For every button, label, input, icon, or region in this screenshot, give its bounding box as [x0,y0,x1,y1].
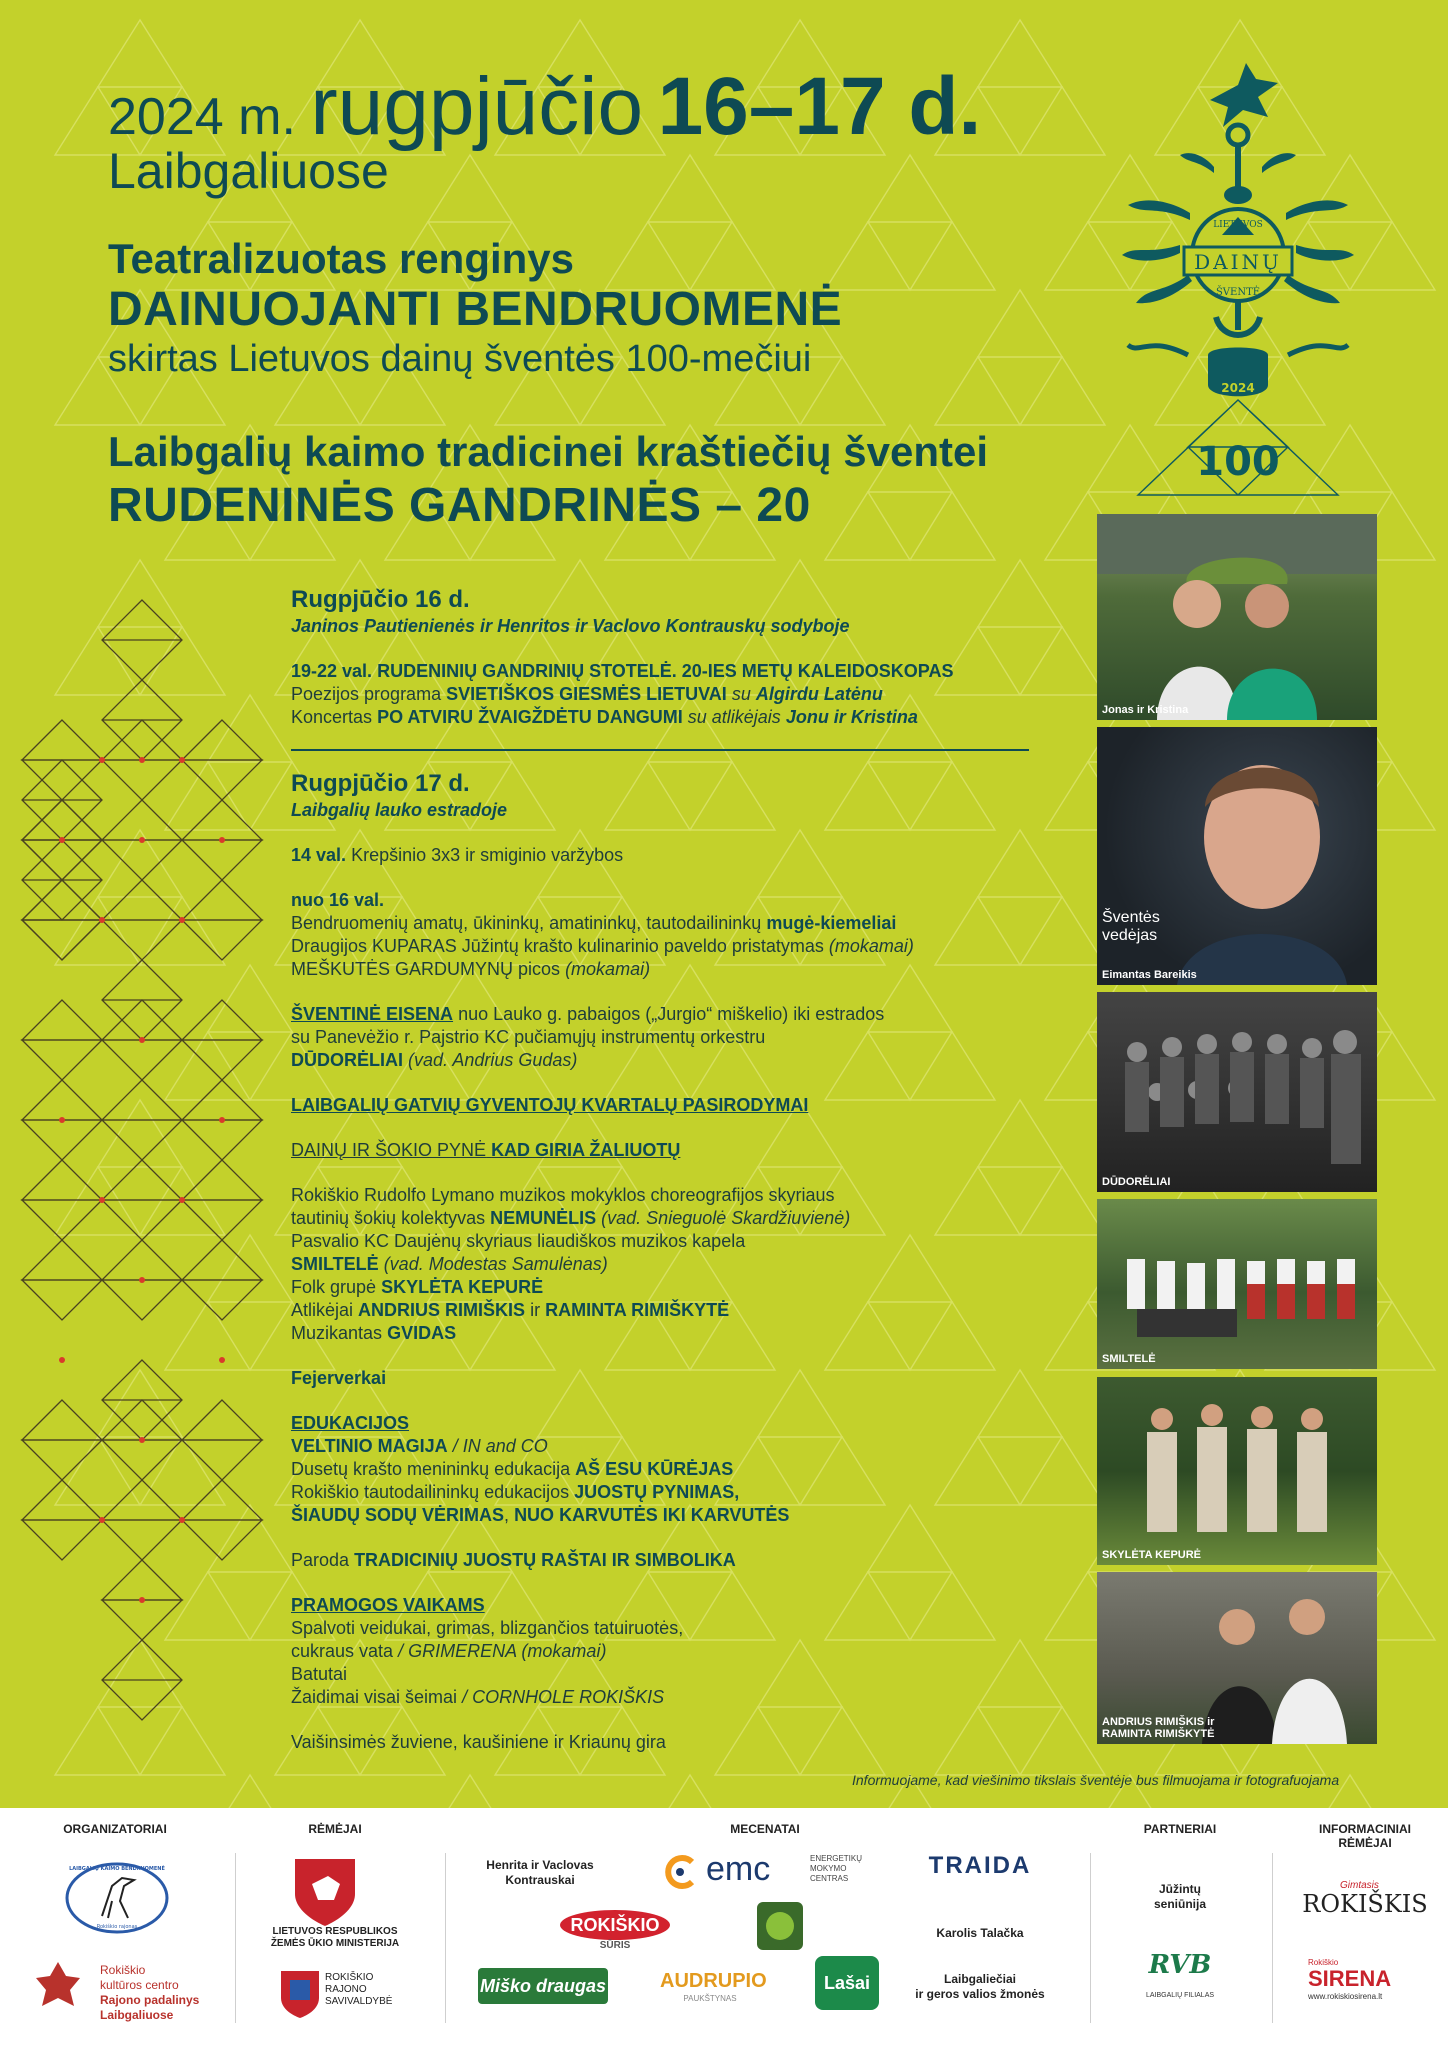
band-name: DŪDORĖLIAI [291,1050,403,1070]
red-dot [219,1117,225,1123]
dark-triangle [22,1400,102,1440]
rokiskio-sirena-logo-text: SIRENA [1308,1966,1392,1991]
dark-triangle [22,880,102,920]
dark-triangle [22,1520,102,1560]
red-dot [179,1197,185,1203]
text: (vad. Snieguolė Skardžiuvienė) [601,1208,851,1228]
text: , [504,1505,510,1525]
performer-name: NEMUNĖLIS [490,1208,597,1228]
sports-line [291,844,1061,867]
text: Krepšinio 3x3 ir smiginio varžybos [351,845,624,865]
red-dot [139,1037,145,1043]
red-dot [139,837,145,843]
performer-line-4 [291,1253,1061,1276]
dark-triangle [102,1000,182,1040]
patron-laibgalieciai [900,1972,1060,2002]
text: ŽEMĖS ŪKIO MINISTERIJA [270,1938,400,1949]
photo-band-silhouette [1097,992,1377,1192]
red-dot [179,757,185,763]
dark-triangle [182,880,262,920]
red-dot [59,1117,65,1123]
photo-folk-group-silhouette [1097,1377,1377,1565]
emblem-ring-bottom: ŠVENTĖ [1215,287,1261,298]
day1-item1: RUDENINIŲ GANDRINIŲ STOTELĖ. 20-IES METŲ KALEIDOSKOPAS [377,661,954,681]
audrupio-logo-text: AUDRUPIO [660,1970,767,1992]
exhibition-line [291,1549,1061,1572]
red-dot [139,1437,145,1443]
text: nuo Lauko g. pabaigos („Jurgio“ miškelio) iki estrados [458,1004,885,1024]
text: Atlikėjai [291,1300,354,1320]
day1-item2: SVIETIŠKOS GIESMĖS LIETUVAI [446,684,727,704]
text: Kontrauskai [505,1873,575,1887]
patron-karolis: Karolis Talačka [936,1926,1024,1940]
culture-centre-text [100,1963,199,2023]
text: kultūros centro [100,1978,179,1992]
education-heading [291,1412,1061,1435]
dark-diamond-pattern [22,600,262,1720]
photo-jonas-kristina [1097,514,1377,720]
red-dot [59,837,65,843]
photo-caption: ANDRIUS RIMIŠKIS ir RAMINTA RIMIŠKYTĖ [1102,1716,1215,1740]
dark-triangle [102,840,182,880]
text: ir geros valios žmonės [915,1987,1045,2001]
dark-triangle [102,1400,182,1440]
event-month: rugpjūčio [310,61,644,152]
honey-brand-logo-icon [755,1900,805,1952]
performer-line-7 [291,1322,1061,1345]
dark-diamond [102,600,182,680]
light-triangle [55,830,225,965]
education-line-3 [291,1481,1061,1504]
emc-logo [660,1850,870,1894]
text: Henrita ir Vaclovas [486,1858,594,1872]
performer-name: ANDRIUS RIMIŠKIS [358,1300,526,1320]
dark-triangle [102,1440,182,1480]
dark-triangle [22,1000,102,1040]
rvb-logo-subtitle: LAIBGALIŲ FILIALAS [1145,1992,1215,1999]
red-dot [219,837,225,843]
text: / CORNHOLE ROKIŠKIS [462,1687,665,1707]
audrupio-logo [660,1958,767,2008]
dark-triangle [182,1120,262,1160]
rokiskio-sirena-logo-url: www.rokiskiosirena.lt [1308,1992,1383,2001]
lasai-logo: Lašai [815,1956,879,2010]
day1-location: Janinos Pautienienės ir Henritos ir Vaclovo Kontrauskų sodyboje [291,616,850,636]
rokiskio-sirena-logo [1300,1958,1430,2008]
red-dot [99,1197,105,1203]
light-triangle [935,290,1105,425]
time: 14 val. [291,845,347,865]
partners-heading: PARTNERIAI [1143,1822,1217,1836]
text: LIETUVOS RESPUBLIKOS [272,1926,398,1937]
dark-triangle [182,840,262,880]
gimtasis-rokiskis-logo-text: ROKIŠKIS [1302,1890,1428,1918]
text: (mokamai) [565,959,651,979]
from-line [291,889,1061,912]
dark-triangle [22,1440,102,1480]
performer-line-2 [291,1207,1061,1230]
emc-logo-icon [660,1852,700,1892]
kids-line-3: Batutai [291,1664,348,1684]
fireworks-line [291,1367,1061,1390]
light-triangle [605,155,775,290]
filming-notice: Informuojame, kad viešinimo tikslais šventėje bus filmuojama ir fotografuojama [852,1772,1340,1788]
dark-triangle [22,1040,102,1080]
emc-logo-subtitle [810,1854,862,1884]
text: MEŠKUTĖS GARDUMYNŲ picos [291,959,561,979]
text: Rokiškio tautodailininkų edukacijos [291,1482,570,1502]
text: / IN and CO [452,1436,548,1456]
dark-triangle [102,720,182,760]
photo-caption: SKYLĖTA KEPURĖ [1102,1549,1202,1561]
program [291,585,1061,1754]
dark-triangle [22,720,102,760]
text: (vad. Modestas Samulėnas) [383,1254,608,1274]
dark-triangle [182,1160,262,1200]
event-year: 2024 m. [108,88,296,146]
dark-triangle [102,1240,182,1280]
photo-caption: SMILTELĖ [1102,1353,1156,1365]
red-dot [179,917,185,923]
dark-triangle [22,1120,102,1160]
education-name: JUOSTŲ PYNIMAS, [574,1482,740,1502]
divider [291,749,1029,751]
culture-centre-logo-icon [32,1958,84,2010]
text: Laibgaliuose [100,2008,174,2022]
event-title-1: DAINUOJANTI BENDRUOMENĖ [108,283,843,336]
streets-line [291,1094,1061,1117]
wreath-title: KAD GIRIA ŽALIUOTŲ [491,1140,681,1160]
light-triangle [605,1775,775,1808]
text: SAVIVALDYBĖ [325,1996,393,2007]
patron-kontrauskai [465,1858,615,1888]
event-title-2: RUDENINĖS GANDRINĖS – 20 [108,479,811,532]
rokiskio-suris-logo-subtitle: SŪRIS [599,1940,631,1951]
parade-title: ŠVENTINĖ EISENA [291,1004,454,1024]
dark-triangle [102,1280,182,1320]
photo-andrius-raminta [1097,1572,1377,1744]
photo-host-portrait [1097,727,1377,985]
performer-name: RAMINTA RIMIŠKYTĖ [545,1300,730,1320]
kuparas-line [291,935,1061,958]
dark-triangle [102,1480,182,1520]
text: Poezijos programa [291,684,442,704]
text: ir [530,1300,541,1320]
dark-diamond [102,1640,182,1720]
divider [1272,1853,1273,2023]
education-title: EDUKACIJOS [291,1413,410,1433]
text: Paroda [291,1550,350,1570]
emblem-year: 2024 [1221,381,1255,395]
red-dot [99,757,105,763]
ministry-text [270,1926,400,1950]
dark-triangle [182,760,262,800]
education-line-4 [291,1504,1061,1527]
day2-heading: Rugpjūčio 17 d. [291,770,470,797]
dark-triangle [182,1240,262,1280]
photo-caption: Jonas ir Kristina [1102,704,1189,716]
photo-ensemble-silhouette [1097,1199,1377,1369]
dark-triangle [102,1040,182,1080]
exhibition-name: TRADICINIŲ JUOSTŲ RAŠTAI IR SIMBOLIKA [354,1550,736,1570]
text: su atlikėjais [687,707,781,727]
text: Koncertas [291,707,373,727]
day1-line2 [291,683,1061,706]
red-dot [179,1517,185,1523]
text: ROKIŠKIO [325,1972,374,1983]
ministry-coat-of-arms-icon [290,1854,360,1928]
light-triangle [825,155,995,290]
misko-draugas-logo: Miško draugas [478,1968,608,2004]
day1-line1 [291,660,1061,683]
community-stork-logo [62,1856,172,1936]
text: Laibgaliečiai [943,1972,1017,1986]
red-dot [59,1357,65,1363]
dark-triangle [182,1000,262,1040]
red-dot [139,757,145,763]
text: RĖMĖJAI [1338,1836,1392,1850]
fireworks-title: Fejerverkai [291,1368,387,1388]
day1-time: 19-22 val. [291,661,373,681]
dark-triangle [22,800,102,840]
emblem-number: 100 [1196,439,1280,485]
emc-logo-text: emc [706,1850,771,1888]
text: LAIBGALIŲ KAIMO BENDRUOMENĖ [69,1866,165,1872]
dark-triangle [182,1520,262,1560]
text: Rokiškio [100,1963,146,1977]
event-subtitle-3: Laibgalių kaimo tradicinei kraštiečių šventei [108,428,988,475]
text: Draugijos KUPARAS Jūžintų krašto kulinarinio paveldo pristatymas [291,936,824,956]
education-name: AŠ ESU KŪRĖJAS [575,1459,734,1479]
emblem-ring-mid: DAINŲ [1194,250,1282,274]
red-dot [139,1597,145,1603]
education-name: NUO KARVUTĖS IKI KARVUTĖS [514,1505,790,1525]
traida-logo: TRAIDA [928,1852,1032,1879]
text: Žaidimai visai šeimai [291,1687,458,1707]
dark-triangle [182,1040,262,1080]
dark-triangle [22,1080,102,1120]
dark-triangle [182,1400,262,1440]
red-dots [59,757,225,1603]
performer-name: SMILTELĖ [291,1254,379,1274]
photo-dudoreliai [1097,992,1377,1192]
photo-skyleta-kepure [1097,1377,1377,1565]
education-line-1 [291,1435,1061,1458]
text: Dusetų krašto menininkų edukacija [291,1459,571,1479]
event-days: 16–17 d. [657,61,982,152]
dark-triangle [182,800,262,840]
patrons-heading: MECENATAI [730,1822,800,1836]
dark-triangle [182,1280,262,1320]
light-triangle [55,560,225,695]
day1-heading: Rugpjūčio 16 d. [291,586,470,613]
audrupio-logo-subtitle: PAUKŠTYNAS [683,1994,737,2003]
text: (mokamai) [828,936,914,956]
performer-name: GVIDAS [387,1323,457,1343]
gimtasis-rokiskis-logo-subtitle: Gimtasis [1340,1880,1379,1891]
event-subtitle-2: skirtas Lietuvos dainų šventės 100-mečiui [108,338,812,380]
photo-host [1097,727,1377,985]
red-dot [99,917,105,923]
parade-line3 [291,1049,1061,1072]
performer-line-1: Rokiškio Rudolfo Lymano muzikos mokyklos choreografijos skyriaus [291,1185,835,1205]
text: ENERGETIKŲ [810,1854,863,1863]
fair-line [291,912,1061,935]
dark-triangle [102,880,182,920]
education-line-2 [291,1458,1061,1481]
text: Folk grupė [291,1277,377,1297]
dark-triangle [102,760,182,800]
pizza-line [291,958,1061,981]
divider [235,1853,236,2023]
day1-item3: PO ATVIRU ŽVAIGŽDĖTU DANGUMI [377,707,683,727]
text: INFORMACINIAI [1319,1822,1411,1836]
dark-triangle [102,1600,182,1640]
kids-title: PRAMOGOS VAIKAMS [291,1595,485,1615]
kids-line-4 [291,1686,1061,1709]
fair-name: mugė-kiemeliai [766,913,897,933]
performer-name: SKYLĖTA KEPURĖ [381,1277,544,1297]
bird-icon [1210,63,1278,127]
text: Muzikantas [291,1323,383,1343]
event-dates [108,60,981,154]
text: cukraus vata [291,1641,394,1661]
light-triangle [55,1640,225,1775]
dark-triangle [182,920,262,960]
photo-smiltele [1097,1199,1377,1369]
divider [445,1853,446,2023]
supporters-heading: RĖMĖJAI [308,1822,362,1836]
dark-triangle [22,1480,102,1520]
dark-triangle [102,1200,182,1240]
light-triangle [385,1775,555,1808]
text: tautinių šokių kolektyvas [291,1208,486,1228]
streets-title: LAIBGALIŲ GATVIŲ GYVENTOJŲ KVARTALŲ PASIRODYMAI [291,1095,809,1115]
dark-triangle [22,760,102,800]
municipality-coat-of-arms-icon [278,1968,322,2020]
rvb-library-logo [1125,1950,1235,2010]
event-subtitle-1: Teatralizuotas renginys [108,235,575,282]
emblem-ring-top: LIETUVOS [1213,220,1263,230]
partner-juzintai [1120,1882,1240,1912]
divider [1090,1853,1091,2023]
performer-line-3: Pasvalio KC Daujėnų skyriaus liaudiškos muzikos kapela [291,1231,746,1251]
dark-triangle [182,1440,262,1480]
text: CENTRAS [810,1874,849,1883]
performer-line-6 [291,1299,1061,1322]
parade-line [291,1003,1061,1026]
photo-caption-host-role: Šventės vedėjas [1102,909,1160,944]
gimtasis-rokiskis-logo [1300,1880,1430,1930]
red-dot [219,1357,225,1363]
organizers-heading: ORGANIZATORIAI [63,1822,167,1836]
education-name: VELTINIO MAGIJA [291,1436,448,1456]
photo-people-silhouette [1097,514,1377,720]
song-festival-emblem-logo [1118,55,1358,500]
info-sponsors-heading [1300,1822,1430,1850]
text: Bendruomenių amatų, ūkininkų, amatininkų, tautodailininkų [291,913,762,933]
rokiskio-sirena-logo-subtitle: Rokiškio [1308,1958,1339,1967]
kids-line-2 [291,1640,1061,1663]
wreath-line [291,1139,1061,1162]
red-dot [139,1277,145,1283]
text: seniūnija [1153,1897,1206,1911]
photo-caption: DŪDORĖLIAI [1102,1176,1171,1188]
dark-triangle [102,1520,182,1560]
kids-line-1: Spalvoti veidukai, grimas, blizgančios tatuiruotės, [291,1618,684,1638]
rokiskio-suris-logo [560,1910,675,1954]
text: / GRIMERENA (mokamai) [398,1641,607,1661]
food-line: Vaišinsimės žuviene, kaušiniene ir Kriaunų gira [291,1732,666,1752]
text: su [731,684,751,704]
municipality-text [325,1972,392,2008]
dark-triangle [22,1280,102,1320]
photo-caption-host-name: Eimantas Bareikis [1102,969,1197,981]
rvb-logo-text: RVB [1148,1950,1212,1980]
dark-triangle [22,1200,102,1240]
event-place: Laibgaliuose [108,143,389,199]
rokiskio-suris-logo-text: ROKIŠKIO [560,1910,670,1940]
performer-line-5 [291,1276,1061,1299]
sponsors-bar [0,1808,1448,2048]
text: RAJONO [325,1984,367,1995]
text: Rajono padalinys [100,1993,200,2007]
red-dot [99,1517,105,1523]
dark-triangle [22,840,102,880]
performer-name: Algirdu Latėnu [755,684,883,704]
text: Rokiškio rajonas [96,1924,138,1930]
education-name: ŠIAUDŲ SODŲ VĖRIMAS [291,1505,505,1525]
time: 16 val. [329,890,385,910]
kids-heading [291,1594,1061,1617]
light-triangle [165,1775,335,1808]
day1-line3 [291,706,1061,729]
text: MOKYMO [810,1864,847,1873]
text: (vad. Andrius Gudas) [408,1050,578,1070]
parade-line2: su Panevėžio r. Pajstrio KC pučiamųjų instrumentų orkestru [291,1027,766,1047]
dark-triangle [22,1240,102,1280]
day2-location: Laibgalių lauko estradoje [291,800,508,820]
dark-triangle [102,1560,182,1600]
text: Jūžintų [1159,1882,1201,1896]
dark-triangle [102,920,182,960]
text: nuo [291,890,324,910]
performer-name: Jonu ir Kristina [785,707,918,727]
text: DAINŲ IR ŠOKIO PYNĖ [291,1140,487,1160]
